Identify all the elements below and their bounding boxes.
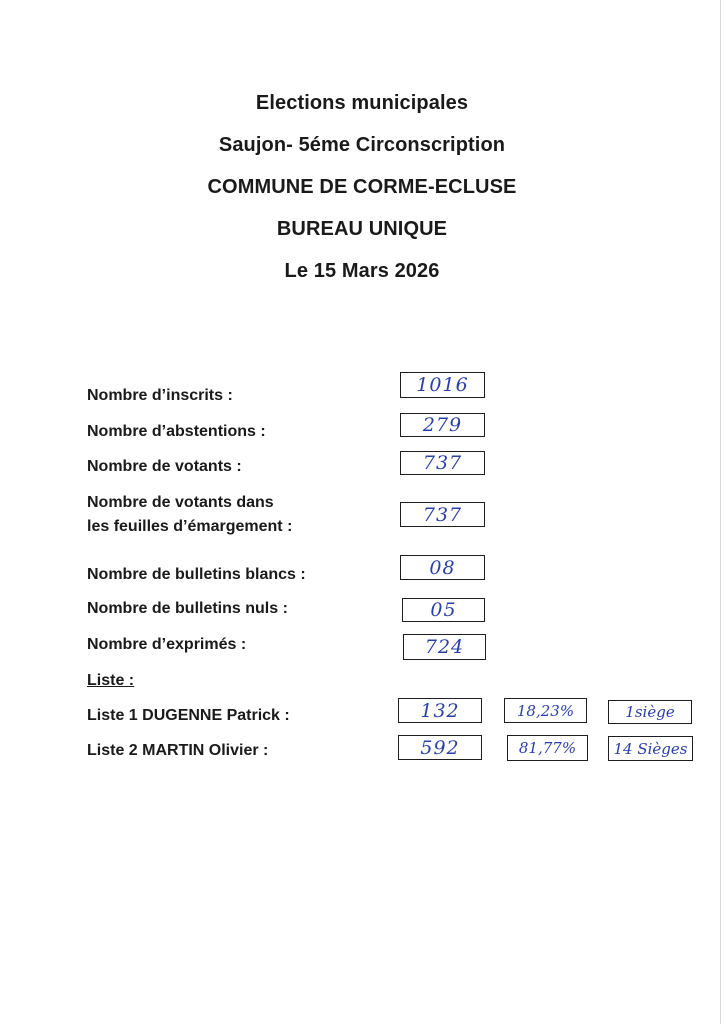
title-date: Le 15 Mars 2026 [284,260,440,282]
list2-votes-box: 592 [398,735,482,760]
abstentions-value-box: 279 [400,413,485,437]
list1-percent-box: 18,23% [504,698,587,723]
list1-votes-box: 132 [398,698,482,723]
votants-label: Nombre de votants : [87,458,242,475]
inscrits-value-box: 1016 [400,372,485,398]
list2-seats-box: 14 Sièges [608,736,693,761]
nuls-label: Nombre de bulletins nuls : [87,600,288,617]
exprimes-value-box: 724 [403,634,486,660]
blancs-value-box: 08 [400,555,485,580]
nuls-value-box: 05 [402,598,485,622]
votants-feuilles-label-line2: les feuilles d’émargement : [87,518,293,535]
title-election: Elections municipales [255,92,469,114]
inscrits-label: Nombre d’inscrits : [87,387,233,404]
title-circonscription: Saujon- 5éme Circonscription [218,134,506,156]
title-bureau: BUREAU UNIQUE [276,218,448,240]
exprimes-label: Nombre d’exprimés : [87,636,247,653]
list2-percent-box: 81,77% [507,735,588,761]
liste-heading: Liste : [87,672,135,689]
list1-label: Liste 1 DUGENNE Patrick : [87,707,290,724]
votants-feuilles-label-line1: Nombre de votants dans [87,494,274,511]
blancs-label: Nombre de bulletins blancs : [87,566,306,583]
list2-label: Liste 2 MARTIN Olivier : [87,742,269,759]
title-commune: COMMUNE DE CORME-ECLUSE [207,176,517,198]
abstentions-label: Nombre d’abstentions : [87,423,266,440]
list1-seats-box: 1siège [608,700,692,724]
votants-feuilles-value-box: 737 [400,502,485,527]
votants-value-box: 737 [400,451,485,475]
